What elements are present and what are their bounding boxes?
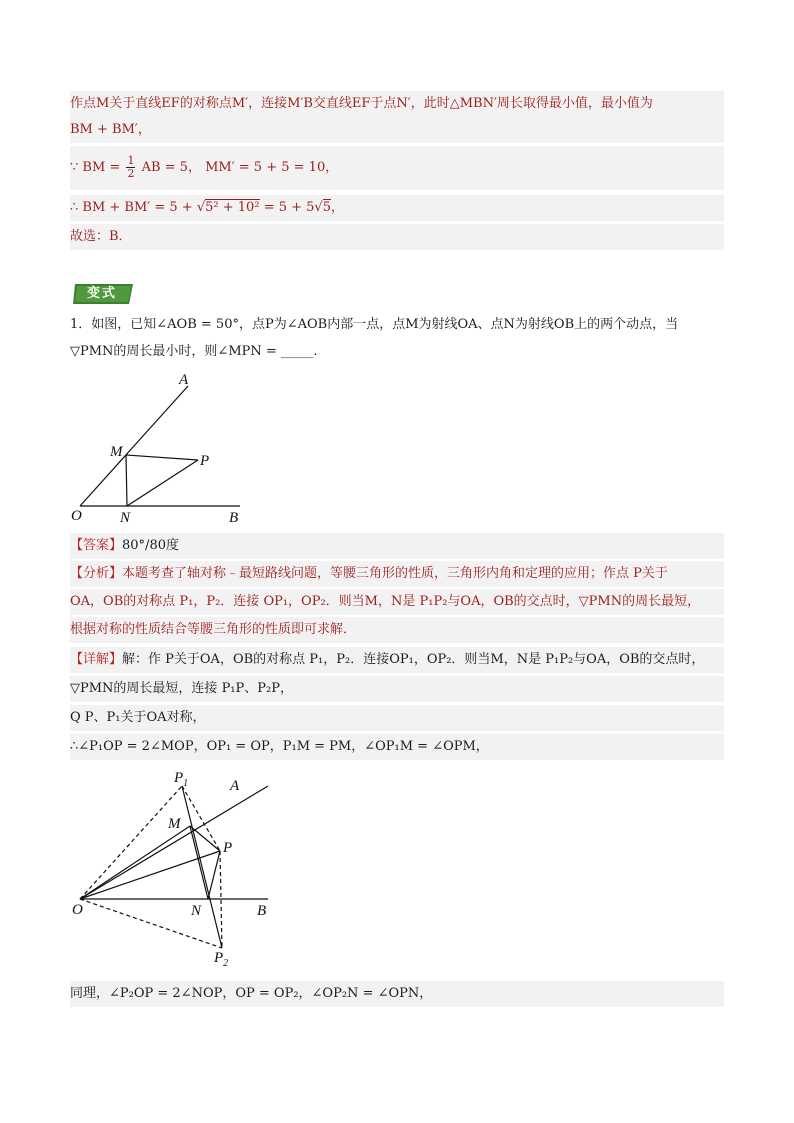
solution-line-2: BM + BM′， bbox=[70, 117, 724, 143]
detail-line-5: 同理，∠P₂OP = 2∠NOP，OP = OP₂，∠OP₂N = ∠OPN， bbox=[70, 981, 724, 1007]
solution-line-3-suffix: AB = 5， MM′ = 5 + 5 = 10， bbox=[141, 160, 339, 175]
label-n: N bbox=[120, 510, 131, 526]
detail-line-4: ∴∠P₁OP = 2∠MOP，OP₁ = OP，P₁M = PM，∠OP₁M = ∠OPM， bbox=[70, 734, 724, 760]
solution-line-3 bbox=[70, 146, 724, 190]
detail-text-1: 解：作 P关于OA，OB的对称点 P₁，P₂．连接OP₁，OP₂．则当M，N是 P₁P₂与OA，OB的交点时， bbox=[122, 652, 705, 667]
answer-tag: 【答案】 bbox=[70, 538, 123, 553]
analysis-tag: 【分析】 bbox=[70, 566, 123, 581]
radical-sign-2: √ bbox=[314, 200, 323, 215]
detail-line-2: ▽PMN的周长最短，连接 P₁P、P₂P， bbox=[70, 676, 724, 702]
label-o: O bbox=[71, 508, 82, 524]
answer-text: 80°/80度 bbox=[122, 538, 179, 553]
label-b: B bbox=[229, 510, 239, 526]
label-m: M bbox=[110, 444, 123, 460]
segment-mp bbox=[126, 455, 198, 460]
solution-line-3-prefix: ∵ BM = bbox=[70, 160, 121, 175]
solution-line-1: 作点M关于直线EF的对称点M′，连接M′B交直线EF于点N′，此时△MBN′周长取得最小值，最小值为 bbox=[70, 91, 724, 117]
fraction bbox=[126, 155, 135, 180]
label-p: P bbox=[200, 453, 210, 469]
question-line-2: ▽PMN的周长最小时，则∠MPN = _____. bbox=[70, 344, 318, 359]
radicand: 5² + 10² bbox=[205, 200, 260, 215]
solution-line-4-mid: = 5 + 5 bbox=[263, 200, 315, 215]
segment-om bbox=[80, 826, 190, 899]
figure-1 bbox=[70, 368, 250, 528]
label-a: A bbox=[179, 372, 189, 388]
label-o: O bbox=[72, 902, 83, 918]
segment-mn bbox=[190, 826, 208, 899]
solution-line-4-end: ， bbox=[331, 200, 345, 215]
banner-label: 变式 bbox=[86, 286, 117, 301]
fraction-numerator: 1 bbox=[127, 154, 135, 167]
analysis-line-3: 根据对称的性质结合等腰三角形的性质即可求解． bbox=[70, 617, 724, 643]
analysis-line-1 bbox=[70, 561, 724, 587]
label-p1: $P_1$ bbox=[174, 770, 189, 789]
ray-oa bbox=[80, 386, 188, 506]
label-a: A bbox=[230, 778, 240, 794]
segment-pn bbox=[127, 460, 198, 506]
label-b: B bbox=[257, 903, 267, 919]
detail-line-1 bbox=[70, 647, 724, 673]
solution-line-4 bbox=[70, 195, 724, 221]
label-p2: $P_2$ bbox=[214, 950, 229, 969]
ray-oa bbox=[80, 786, 268, 899]
detail-line-3: Q P、P₁关于OA对称， bbox=[70, 705, 724, 731]
question-line-1: 1．如图，已知∠AOB = 50°，点P为∠AOB内部一点，点M为射线OA、点N为射线OB上的两个动点，当 bbox=[70, 317, 679, 332]
solution-line-4-prefix: ∴ BM + BM′ = 5 + bbox=[70, 200, 193, 215]
radical-sign: √ bbox=[196, 200, 206, 215]
label-n: N bbox=[191, 903, 202, 919]
radicand-2: 5 bbox=[322, 200, 331, 215]
detail-tag: 【详解】 bbox=[70, 652, 123, 667]
solution-line-5: 故选：B． bbox=[70, 224, 724, 250]
analysis-line-2: OA，OB的对称点 P₁，P₂．连接 OP₁，OP₂．则当M，N是 P₁P₂与OA，OB的交点时，▽PMN的周长最短， bbox=[70, 589, 724, 615]
answer-line bbox=[70, 533, 724, 559]
variant-banner bbox=[73, 283, 133, 305]
figure-2 bbox=[72, 768, 269, 975]
segment-mn bbox=[126, 455, 127, 506]
segment-np bbox=[208, 851, 220, 899]
analysis-text-1: 本题考查了轴对称﹣最短路线问题，等腰三角形的性质，三角形内角和定理的应用；作点 P关于 bbox=[122, 566, 668, 581]
label-m: M bbox=[168, 816, 181, 832]
fraction-denominator: 2 bbox=[127, 167, 135, 180]
label-p: P bbox=[223, 840, 233, 856]
